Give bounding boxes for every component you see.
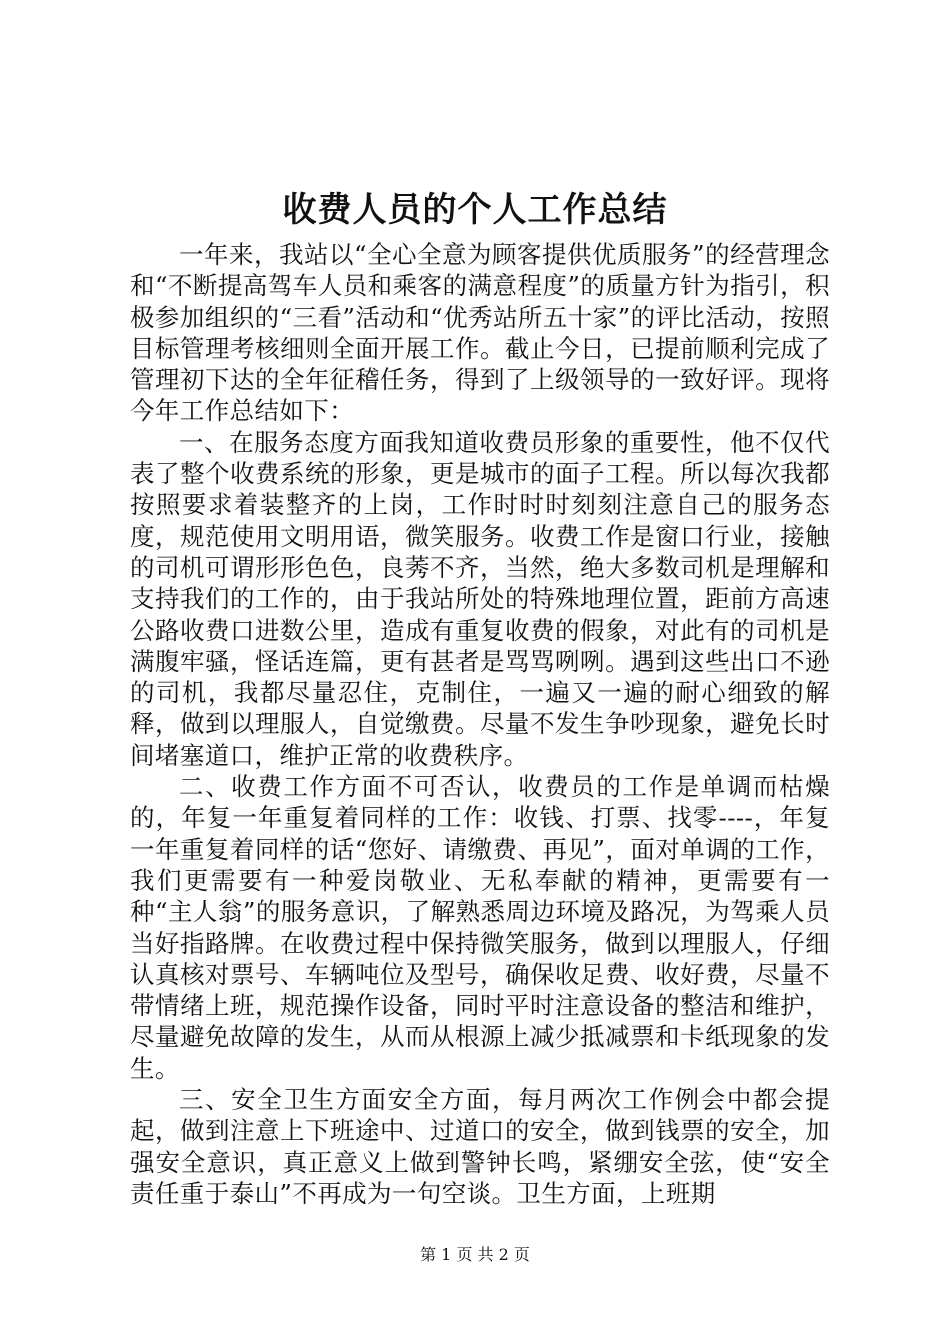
paragraph-safety-hygiene: 三、安全卫生方面安全方面，每月两次工作例会中都会提起，做到注意上下班途中、过道口的安全，做到钱票的安全，加强安全意识，真正意义上做到警钟长鸣，紧绷安全弦，使“安全责任重于泰山”不再成为一句空谈。卫生方面，上班期 bbox=[130, 1085, 830, 1208]
document-title: 收费人员的个人工作总结 bbox=[282, 190, 668, 230]
paragraph-toll-work: 二、收费工作方面不可否认，收费员的工作是单调而枯燥的，年复一年重复着同样的工作：收钱、打票、找零----，年复一年重复着同样的话“您好、请缴费、再见”，面对单调的工作，我们更需要有一种爱岗敬业、无私奉献的精神，更需要有一种“主人翁”的服务意识，了解熟悉周边环境及路况，为驾乘人员当好指路牌。在收费过程中保持微笑服务，做到以理服人，仔细认真核对票号、车辆吨位及型号，确保收足费、收好费，尽量不带情绪上班，规范操作设备，同时平时注意设备的整洁和维护，尽量避免故障的发生，从而从根源上减少抵减票和卡纸现象的发生。 bbox=[130, 772, 830, 1083]
document-body bbox=[130, 239, 830, 1209]
paragraph-service-attitude: 一、在服务态度方面我知道收费员形象的重要性，他不仅代表了整个收费系统的形象，更是城市的面子工程。所以每次我都按照要求着装整齐的上岗，工作时时时刻刻注意自己的服务态度，规范使用文明用语，微笑服务。收费工作是窗口行业，接触的司机可谓形形色色，良莠不齐，当然，绝大多数司机是理解和支持我们的工作的，由于我站所处的特殊地理位置，距前方高速公路收费口进数公里，造成有重复收费的假象，对此有的司机是满腹牢骚，怪话连篇，更有甚者是骂骂咧咧。遇到这些出口不逊的司机，我都尽量忍住，克制住，一遍又一遍的耐心细致的解释，做到以理服人，自觉缴费。尽量不发生争吵现象，避免长时间堵塞道口，维护正常的收费秩序。 bbox=[130, 427, 830, 770]
paragraph-intro: 一年来，我站以“全心全意为顾客提供优质服务”的经营理念和“不断提高驾车人员和乘客的满意程度”的质量方针为指引，积极参加组织的“三看”活动和“优秀站所五十家”的评比活动，按照目标管理考核细则全面开展工作。截止今日，已提前顺利完成了管理初下达的全年征稽任务，得到了上级领导的一致好评。现将今年工作总结如下： bbox=[130, 240, 830, 426]
page-number-footer: 第 1 页 共 2 页 bbox=[420, 1245, 530, 1264]
